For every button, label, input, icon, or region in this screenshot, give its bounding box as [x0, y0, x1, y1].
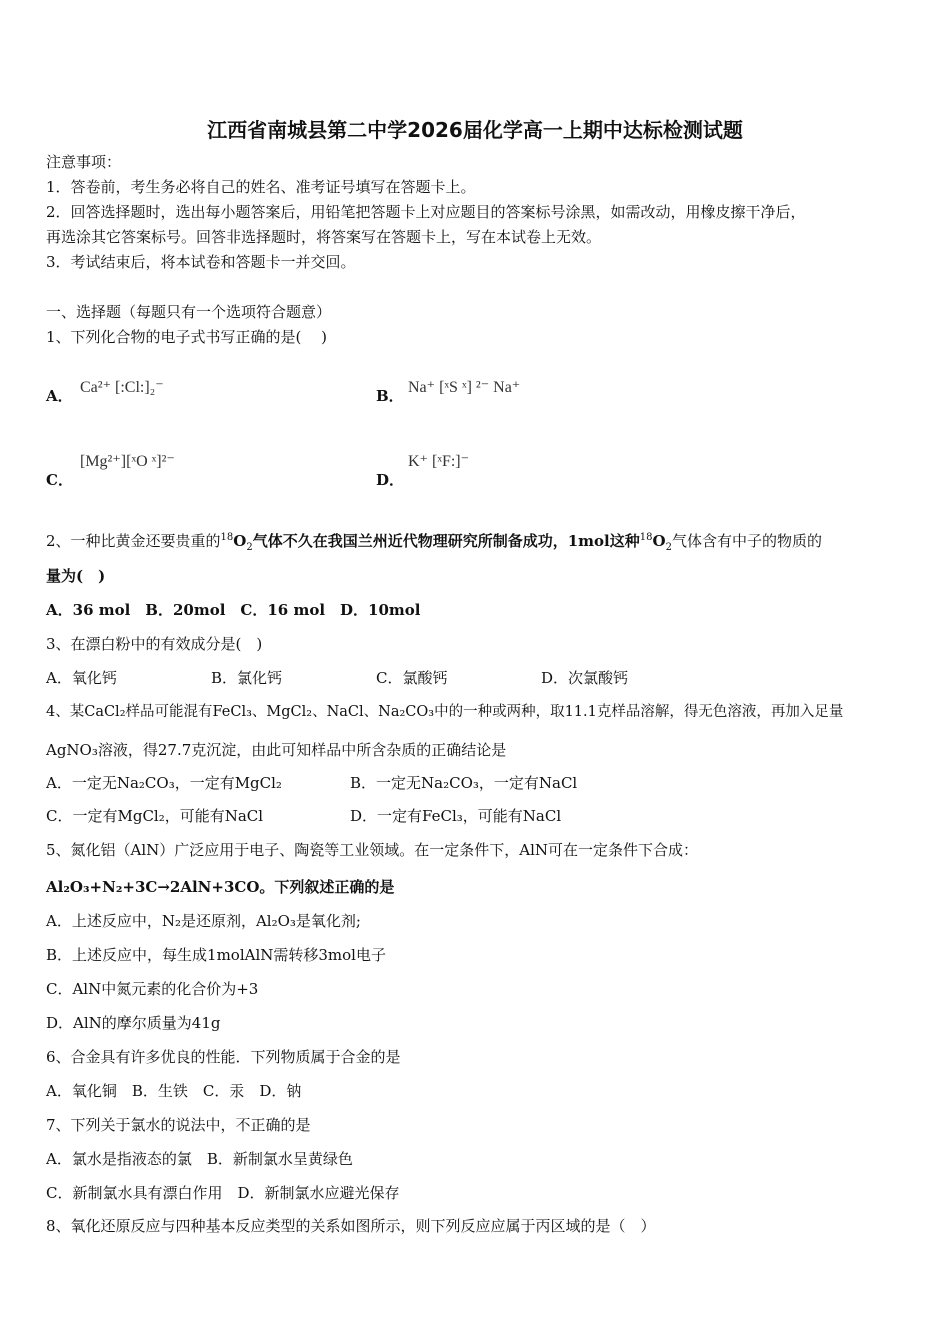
q2-stem-a: 2、一种比黄金还要贵重的 [46, 532, 221, 550]
q3-option-a: A．氧化钙 [46, 669, 117, 687]
q4-option-d: D．一定有FeCl₃，可能有NaCl [350, 807, 562, 825]
notice-item-1: 1．答卷前，考生务必将自己的姓名、准考证号填写在答题卡上。 [46, 178, 476, 196]
q6-options: A．氧化铜 B．生铁 C．汞 D．钠 [46, 1082, 302, 1100]
q3-option-b: B．氯化钙 [211, 669, 283, 687]
q1-label-a: A． [46, 387, 73, 405]
q2-stem-c: 气体不久在我国兰州近代物理研究所制备成功，1mol这种 [252, 532, 640, 550]
q1-formula-c: [Mg²⁺][ˣO ˣ]²⁻ [80, 453, 175, 470]
q1-formula-a: Ca²⁺ [:Cl:]₂⁻ [80, 379, 164, 396]
q2-isotope-2: 18 [639, 532, 653, 543]
q5-option-c: C．AlN中氮元素的化合价为+3 [46, 980, 259, 998]
q3-option-d: D．次氯酸钙 [541, 669, 629, 687]
q1-label-c: C． [46, 471, 73, 489]
notice-item-2b: 再选涂其它答案标号。回答非选择题时，将答案写在答题卡上，写在本试卷上无效。 [46, 228, 602, 246]
notice-item-3: 3．考试结束后，将本试卷和答题卡一并交回。 [46, 253, 356, 271]
q5-stem-2: Al₂O₃+N₂+3C→2AlN+3CO。下列叙述正确的是 [46, 878, 395, 896]
q6-stem: 6、合金具有许多优良的性能．下列物质属于合金的是 [46, 1048, 401, 1066]
q3-stem: 3、在漂白粉中的有效成分是( ) [46, 635, 263, 653]
q2-o-1: O [233, 532, 247, 550]
q8-stem: 8、氧化还原反应与四种基本反应类型的关系如图所示，则下列反应应属于丙区域的是（ ） [46, 1217, 656, 1235]
section-heading: 一、选择题（每题只有一个选项符合题意） [46, 303, 332, 321]
q7-options-ab: A．氯水是指液态的氯 B．新制氯水呈黄绿色 [46, 1150, 353, 1168]
q2-o-2: O [652, 532, 666, 550]
q2-isotope-1: 18 [220, 532, 234, 543]
q5-option-d: D．AlN的摩尔质量为41g [46, 1014, 221, 1032]
q1-formula-b: Na⁺ [ˣS ˣ] ²⁻ Na⁺ [408, 379, 521, 396]
q3-option-c: C．氯酸钙 [376, 669, 448, 687]
q4-option-a: A．一定无Na₂CO₃，一定有MgCl₂ [46, 774, 282, 792]
q7-stem: 7、下列关于氯水的说法中，不正确的是 [46, 1116, 311, 1134]
q5-option-b: B．上述反应中，每生成1molAlN需转移3mol电子 [46, 946, 386, 964]
q4-stem-1: 4、某CaCl₂样品可能混有FeCl₃、MgCl₂、NaCl、Na₂CO₃中的一种或两种，取11.1克样品溶解，得无色溶液，再加入足量 [46, 704, 844, 720]
q4-option-c: C．一定有MgCl₂，可能有NaCl [46, 807, 264, 825]
q4-stem-2: AgNO₃溶液，得27.7克沉淀，由此可知样品中所含杂质的正确结论是 [46, 741, 507, 759]
q2-options: A．36 mol B．20mol C．16 mol D．10mol [46, 601, 421, 619]
q1-formula-d: K⁺ [ˣF:]⁻ [408, 453, 470, 470]
notice-item-2a: 2．回答选择题时，选出每小题答案后，用铅笔把答题卡上对应题目的答案标号涂黑，如需改动，用橡皮擦干净后， [46, 203, 806, 221]
q1-stem: 1、下列化合物的电子式书写正确的是( ) [46, 328, 328, 346]
q7-options-cd: C．新制氯水具有漂白作用 D．新制氯水应避光保存 [46, 1184, 400, 1202]
q5-option-a: A．上述反应中，N₂是还原剂，Al₂O₃是氧化剂; [46, 912, 361, 930]
page-title: 江西省南城县第二中学2026届化学高一上期中达标检测试题 [207, 118, 743, 142]
q1-label-d: D． [376, 471, 405, 489]
notice-heading: 注意事项： [46, 153, 122, 171]
q2-stem-2: 量为( ) [46, 567, 106, 585]
q5-stem-1: 5、氮化铝（AlN）广泛应用于电子、陶瓷等工业领域。在一定条件下，AlN可在一定条件下合成： [46, 841, 699, 859]
q2-stem: 2、一种比黄金还要贵重的$^{18}O_2$气体不久在我国兰州近代物理研究所制备成功，1mol这种$^{18}O_2$气体含有中子的物质的 [46, 532, 822, 553]
q4-option-b: B．一定无Na₂CO₃，一定有NaCl [350, 774, 578, 792]
q2-stem-d: 气体含有中子的物质的 [671, 532, 822, 550]
q1-label-b: B． [376, 387, 404, 405]
